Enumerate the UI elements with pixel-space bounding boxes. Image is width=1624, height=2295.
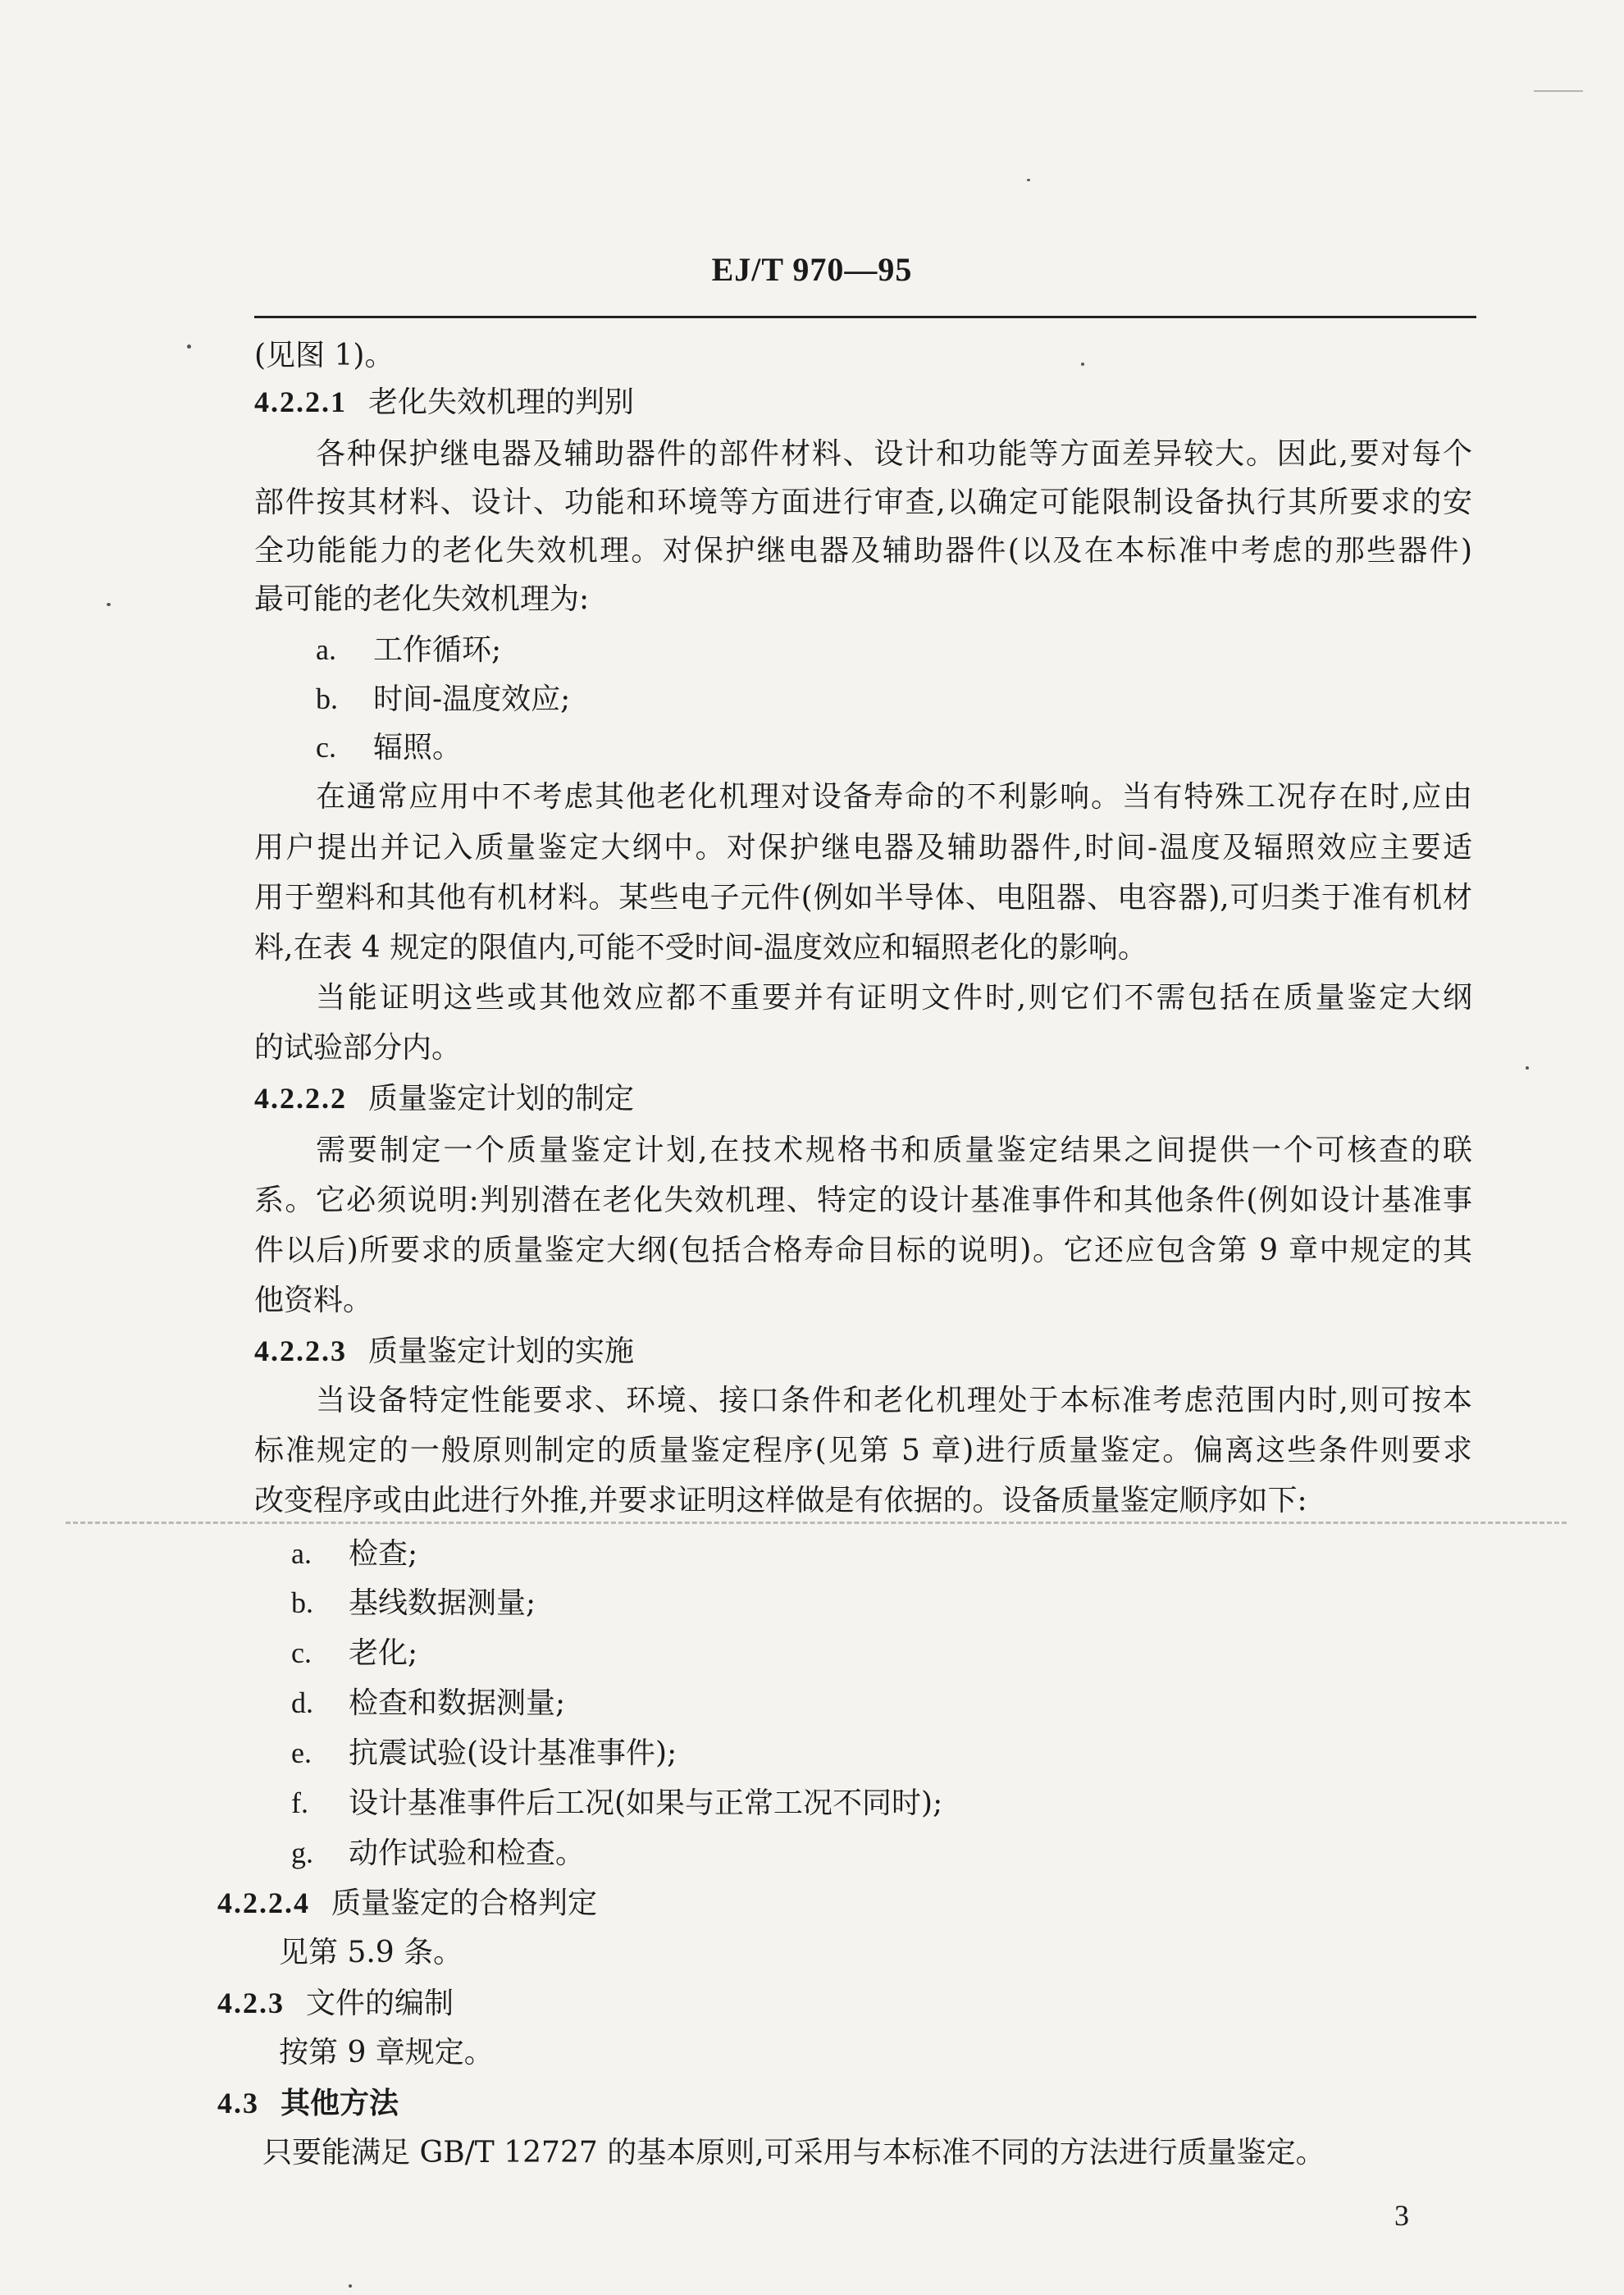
- paragraph-line: 用于塑料和其他有机材料。某些电子元件(例如半导体、电阻器、电容器),可归类于准有机材: [254, 881, 1472, 915]
- paragraph-line: 在通常应用中不考虑其他老化机理对设备寿命的不利影响。当有特殊工况存在时,应由: [316, 780, 1472, 814]
- list-label: b.: [316, 682, 338, 715]
- section-heading-4-2-3: [217, 1985, 454, 2022]
- list-item: [291, 1535, 417, 1572]
- paragraph-line: 用户提出并记入质量鉴定大纲中。对保护继电器及辅助器件,时间-温度及辐照效应主要适: [254, 831, 1472, 865]
- list-item: [291, 1735, 677, 1772]
- list-item: [316, 681, 570, 718]
- section-title: 文件的编制: [306, 1987, 454, 2020]
- paragraph-line: 料,在表 4 规定的限值内,可能不受时间-温度效应和辐照老化的影响。: [254, 931, 1147, 965]
- list-item: [291, 1685, 565, 1722]
- paragraph-line: 系。它必须说明:判别潜在老化失效机理、特定的设计基准事件和其他条件(例如设计基准事: [254, 1184, 1472, 1217]
- section-heading-4-3: [217, 2085, 399, 2121]
- paragraph-line: 全功能能力的老化失效机理。对保护继电器及辅助器件(以及在本标准中考虑的那些器件): [254, 534, 1472, 568]
- paragraph-line: 各种保护继电器及辅助器件的部件材料、设计和功能等方面差异较大。因此,要对每个: [316, 437, 1472, 471]
- paragraph-line: 他资料。: [254, 1284, 373, 1317]
- list-text: 检查和数据测量;: [349, 1686, 566, 1720]
- section-title: 质量鉴定计划的实施: [368, 1335, 635, 1368]
- paragraph-line: 标准规定的一般原则制定的质量鉴定程序(见第 5 章)进行质量鉴定。偏离这些条件则要求: [254, 1434, 1472, 1467]
- paragraph-line: 件以后)所要求的质量鉴定大纲(包括合格寿命目标的说明)。它还应包含第 9 章中规定的其: [254, 1234, 1472, 1267]
- paragraph-line: 改变程序或由此进行外推,并要求证明这样做是有依据的。设备质量鉴定顺序如下:: [254, 1484, 1307, 1517]
- list-item: [291, 1785, 942, 1822]
- section-heading-4-2-2-2: [254, 1080, 634, 1117]
- section-title: 质量鉴定计划的制定: [368, 1082, 635, 1116]
- scan-speck: [1526, 1066, 1529, 1070]
- list-label: f.: [291, 1786, 308, 1819]
- list-text: 检查;: [349, 1537, 418, 1571]
- section-number: 4.2.2.2: [254, 1082, 347, 1115]
- list-label: d.: [291, 1686, 313, 1719]
- section-number: 4.2.2.1: [254, 386, 347, 418]
- list-text: 基线数据测量;: [349, 1586, 536, 1620]
- list-text: 设计基准事件后工况(如果与正常工况不同时);: [349, 1786, 943, 1820]
- header-rule: [254, 316, 1476, 318]
- list-label: a.: [316, 633, 336, 666]
- section-number: 4.2.2.3: [254, 1335, 347, 1367]
- list-text: 老化;: [349, 1636, 418, 1670]
- paragraph-line: 部件按其材料、设计、功能和环境等方面进行审查,以确定可能限制设备执行其所要求的安: [254, 486, 1472, 519]
- list-text: 工作循环;: [373, 633, 502, 667]
- scan-speck: [1081, 363, 1084, 366]
- list-text: 辐照。: [373, 731, 463, 764]
- list-label: c.: [316, 731, 336, 764]
- paragraph-line: (见图 1)。: [254, 339, 395, 372]
- section-number: 4.3: [217, 2087, 259, 2119]
- list-label: e.: [291, 1736, 312, 1769]
- section-title: 其他方法: [281, 2086, 399, 2120]
- scan-speck: [1027, 179, 1030, 181]
- section-title: 质量鉴定的合格判定: [331, 1887, 598, 1920]
- document-code: EJ/T 970—95: [711, 251, 913, 288]
- section-number: 4.2.2.4: [217, 1887, 310, 1919]
- section-heading-4-2-2-1: [254, 384, 634, 421]
- page-number: 3: [1394, 2199, 1409, 2232]
- paragraph-line: 当能证明这些或其他效应都不重要并有证明文件时,则它们不需包括在质量鉴定大纲: [316, 981, 1472, 1015]
- section-number: 4.2.3: [217, 1987, 285, 2019]
- paragraph-line: 按第 9 章规定。: [279, 2036, 494, 2069]
- section-title: 老化失效机理的判别: [368, 386, 635, 419]
- list-item: [291, 1635, 417, 1672]
- list-item: [291, 1585, 536, 1622]
- list-item: [316, 632, 501, 668]
- list-item: [316, 729, 462, 766]
- paragraph-line: 的试验部分内。: [254, 1031, 462, 1065]
- paragraph-line: 当设备特定性能要求、环境、接口条件和老化机理处于本标准考虑范围内时,则可按本: [316, 1384, 1472, 1417]
- paragraph-line: 只要能满足 GB/T 12727 的基本原则,可采用与本标准不同的方法进行质量鉴定。: [262, 2136, 1325, 2170]
- list-text: 时间-温度效应;: [373, 682, 571, 716]
- list-text: 动作试验和检查。: [349, 1836, 586, 1870]
- list-label: g.: [291, 1836, 313, 1869]
- list-label: b.: [291, 1586, 313, 1619]
- scan-speck: [1534, 90, 1583, 92]
- paragraph-line: 最可能的老化失效机理为:: [254, 582, 590, 616]
- list-item: [291, 1835, 585, 1872]
- list-label: a.: [291, 1537, 312, 1570]
- section-heading-4-2-2-4: [217, 1885, 597, 1922]
- paragraph-line: 需要制定一个质量鉴定计划,在技术规格书和质量鉴定结果之间提供一个可核查的联: [316, 1134, 1472, 1167]
- list-label: c.: [291, 1636, 312, 1669]
- paragraph-line: 见第 5.9 条。: [279, 1936, 463, 1969]
- list-text: 抗震试验(设计基准事件);: [349, 1736, 677, 1770]
- scan-speck: [349, 2284, 352, 2288]
- scan-speck: [187, 344, 191, 349]
- scan-speck: [107, 603, 111, 606]
- section-heading-4-2-2-3: [254, 1333, 634, 1370]
- scan-noise-line: [66, 1522, 1567, 1535]
